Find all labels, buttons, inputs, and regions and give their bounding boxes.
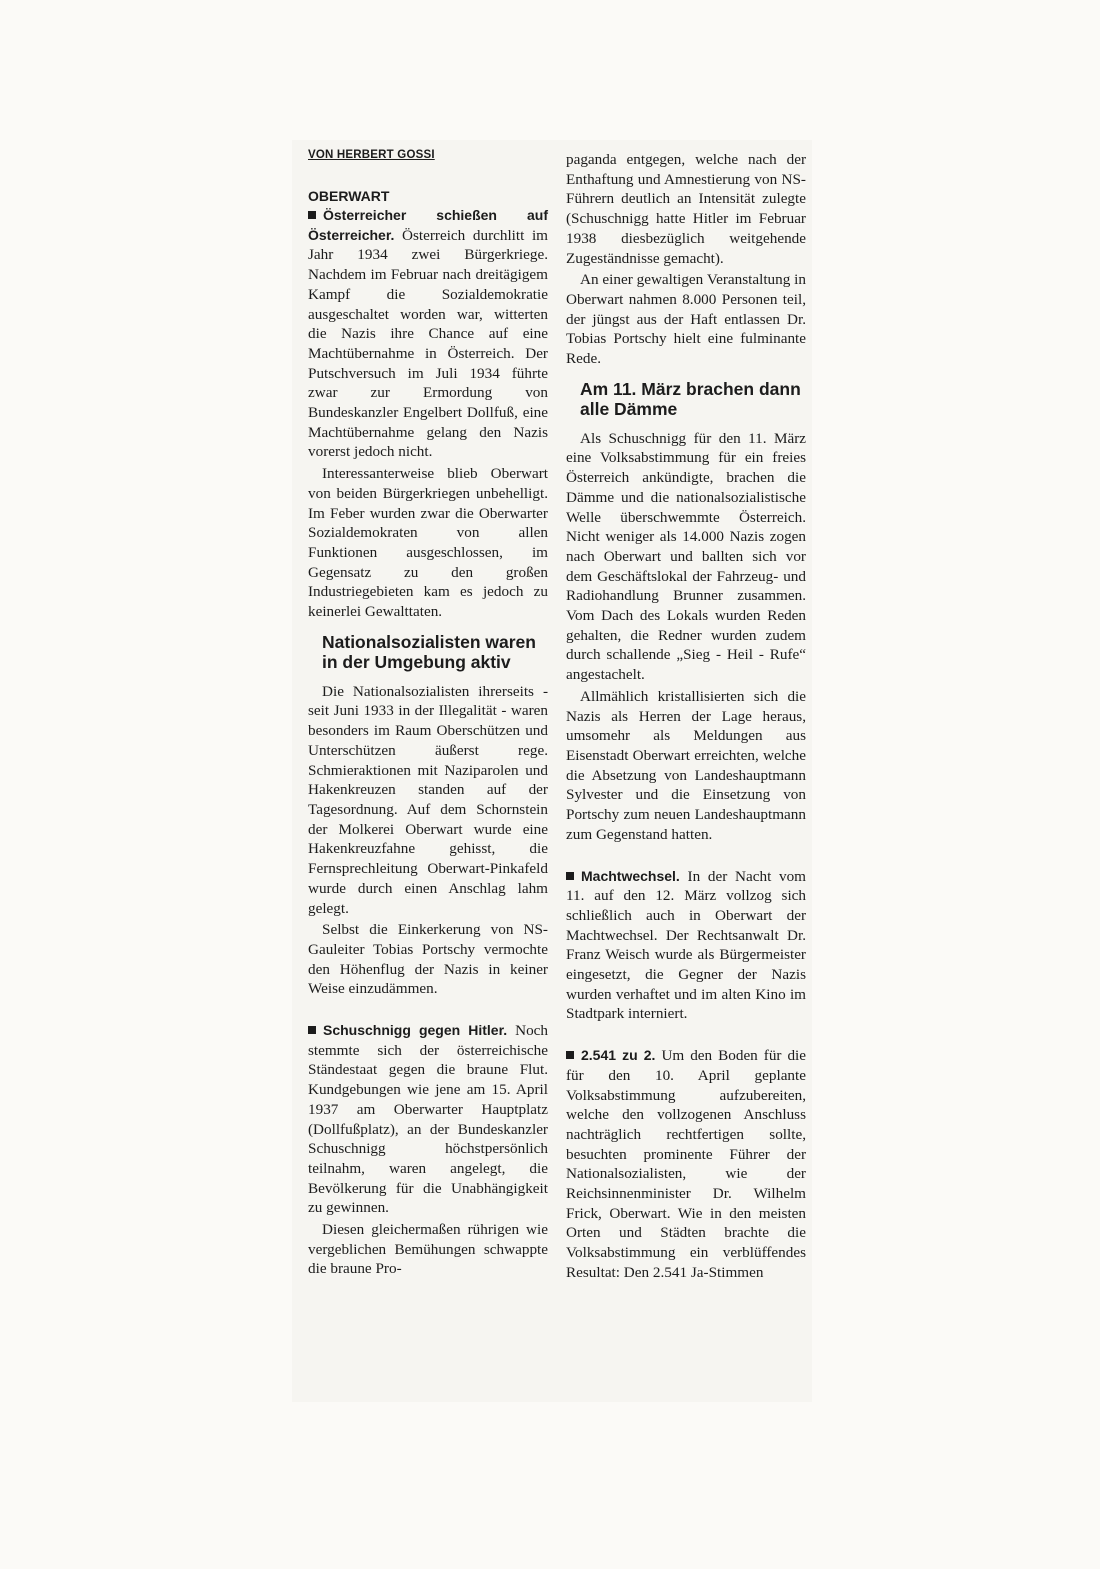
dateline: OBERWART — [308, 188, 390, 204]
subheading: Am 11. März brachen dann alle Dämme — [580, 378, 801, 419]
paragraph — [566, 1046, 806, 1282]
paragraph — [308, 1021, 548, 1218]
article-column-right — [566, 150, 806, 1283]
paragraph: Allmählich kristallisierten sich die Nazis als Herren der Lage heraus, umsomehr als Meldungen aus Eisenstadt Oberwart erreichten, welche die Absetzung von Landeshauptmann Sylvester und die Einsetzung von Portschy zum neuen Landeshauptmann zum Gegenstand hatten. — [566, 687, 806, 843]
paragraph — [566, 867, 806, 1025]
bullet-icon — [566, 1051, 574, 1059]
article-column-left — [308, 148, 548, 1279]
paragraph: Interessanterweise blieb Oberwart von beiden Bürgerkriegen unbehelligt. Im Feber wurden zwar die Oberwarter Sozialdemokraten von allen Funktionen ausgeschlossen, im Gegensatz zu den großen Industriegebieten kam es jedoch zu keinerlei Gewalttaten. — [308, 465, 548, 621]
paragraph-text: In der Nacht vom 11. auf den 12. März vollzog sich schließlich auch in Oberwart der Machtwechsel. Der Rechtsanwalt Dr. Franz Weisch wurde als Bürgermeister eingesetzt, die Gegner der Nazis wurden verhaftet und im alten Kino im Stadtpark interniert. — [566, 867, 806, 1023]
byline: VON HERBERT GOSSI — [308, 149, 435, 161]
lead-in: Schuschnigg gegen Hitler. — [323, 1022, 508, 1039]
paragraph: Selbst die Einkerkerung von NS-Gauleiter Tobias Portschy vermochte den Höhenflug der Nazis in keiner Weise einzudämmen. — [308, 921, 548, 998]
paragraph — [308, 206, 548, 462]
lead-in: Machtwechsel. — [581, 867, 680, 884]
paragraph-text: Noch stemmte sich der österreichische Ständestaat gegen die braune Flut. Kundgebungen wie jene am 15. April 1937 am Oberwarter Hauptplatz (Dollfußplatz), an der Bundeskanzler Schuschnigg höchstpersönlich teilnahm, waren angelegt, die Bevölkerung für die Unabhängigkeit zu gewinnen. — [308, 1022, 549, 1217]
subheading: Nationalsozialisten waren in der Umgebung aktiv — [322, 631, 536, 672]
bullet-icon — [308, 1026, 316, 1034]
bullet-icon — [308, 211, 316, 219]
paragraph: Die Nationalsozialisten ihrerseits - seit Juni 1933 in der Illegalität - waren besonders im Raum Oberschützen und Unterschützen äußerst rege. Schmieraktionen mit Naziparolen und Hakenkreuzen standen auf der Tagesordnung. Auf dem Schornstein der Molkerei Oberwart wurde eine Hakenkreuzfahne gehisst, die Fernsprechleitung Oberwart-Pinkafeld wurde durch einen Anschlag lahm gelegt. — [308, 682, 548, 917]
paragraph: paganda entgegen, welche nach der Enthaftung und Amnestierung von NS-Führern deutlich an Intensität zulegte (Schuschnigg hatte Hitler im Februar 1938 diesbezüglich weitgehende Zugeständnisse gemacht). — [566, 151, 806, 267]
paragraph: Als Schuschnigg für den 11. März eine Volksabstimmung für ein freies Österreich ankündigte, brachen die Dämme und die nationalsozialistische Welle überschwemmte Österreich. Nicht weniger als 14.000 Nazis zogen nach Oberwart und ballten sich vor dem Geschäftslokal der Fahrzeug- und Radiohandlung Brunner zusammen. Vom Dach des Lokals wurden Reden gehalten, die Redner wurden zudem durch schallende „Sieg - Heil - Rufe“ angestachelt. — [566, 429, 806, 684]
bullet-icon — [566, 872, 574, 880]
lead-in: Österreicher schießen auf Österreicher. — [308, 207, 548, 243]
paragraph: An einer gewaltigen Veranstaltung in Oberwart nahmen 8.000 Personen teil, der jüngst aus der Haft entlassen Dr. Tobias Portschy hielt eine fulminante Rede. — [566, 271, 806, 368]
paragraph: Diesen gleichermaßen rührigen wie vergeblichen Bemühungen schwappte die braune Pro- — [308, 1221, 548, 1278]
lead-in: 2.541 zu 2. — [581, 1047, 656, 1064]
paragraph-text: Um den Boden für die für den 10. April geplante Volksabstimmung aufzubereiten, welche den vollzogenen Anschluss nachträglich rechtfertigen sollte, besuchten prominente Führer der Nationalsozialisten, wie der Reichsinnenminister Dr. Wilhelm Frick, Oberwart. Wie in den meisten Orten und Städten brachte die Volksabstimmung ein verblüffendes Resultat: Den 2.541 Ja-Stimmen — [566, 1047, 807, 1281]
paragraph-text: Österreich durchlitt im Jahr 1934 zwei Bürgerkriege. Nachdem im Februar nach dreitägigem Kampf die Sozialdemokratie ausgeschaltet worden war, witterten die Nazis ihre Chance auf eine Machtübernahme in Österreich. Der Putschversuch im Juli 1934 führte zwar zur Ermordung von Bundeskanzler Engelbert Dollfuß, eine Machtübernahme gelang den Nazis vorerst jedoch nicht. — [308, 226, 548, 461]
